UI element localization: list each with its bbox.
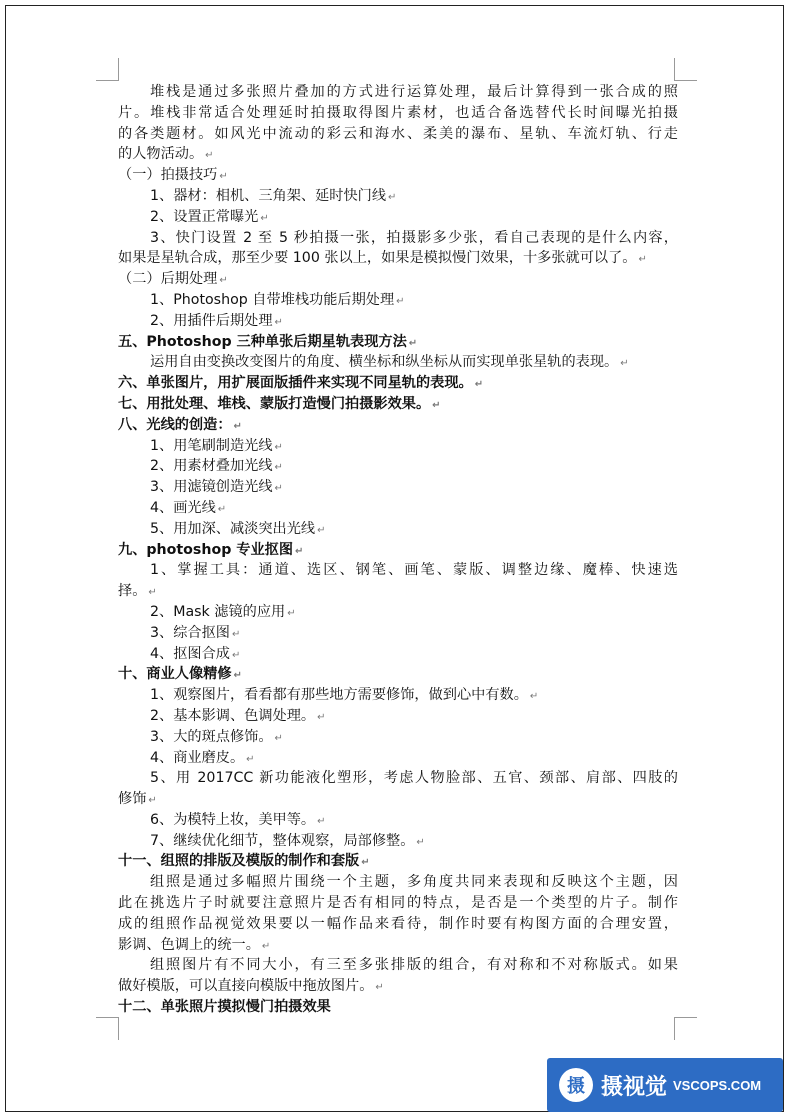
text-line: 的各类题材。如风光中流动的彩云和海水、柔美的瀑布、星轨、车流灯轨、行走 bbox=[118, 125, 678, 142]
text-line: 成的组照作品视觉效果要以一幅作品来看待，制作时要有构图方面的合理安置， bbox=[118, 915, 678, 932]
text-line: 2、用素材叠加光线 ↵ bbox=[118, 456, 678, 477]
margin-mark-top-left bbox=[96, 58, 119, 81]
text-line: 1、观察图片，看看都有那些地方需要修饰，做到心中有数。 ↵ bbox=[118, 685, 678, 706]
text-line: 4、画光线 ↵ bbox=[118, 498, 678, 519]
text-line: 此在挑选片子时就要注意照片是否有相同的特点，是否是一个类型的片子。制作 bbox=[118, 895, 678, 912]
section-heading: 八、光线的创造： ↵ bbox=[118, 415, 678, 436]
section-heading: 五、Photoshop 三种单张后期星轨表现方法 ↵ bbox=[118, 332, 678, 353]
margin-mark-bottom-left bbox=[96, 1017, 119, 1040]
text-line: 5、用 2017CC 新功能液化塑形，考虑人物脸部、五官、颈部、肩部、四肢的 bbox=[150, 770, 678, 787]
section-heading: 六、单张图片，用扩展面版插件来实现不同星轨的表现。 ↵ bbox=[118, 373, 678, 394]
text-line: 择。 ↵ bbox=[118, 581, 678, 602]
section-heading: 十二、单张照片摸拟慢门拍摄效果 bbox=[118, 999, 331, 1016]
text-line: 组照图片有不同大小，有三至多张排版的组合，有对称和不对称版式。如果 bbox=[150, 957, 678, 974]
section-heading: 七、用批处理、堆栈、蒙版打造慢门拍摄影效果。 ↵ bbox=[118, 394, 678, 415]
text-line: 做好模版，可以直接向模版中拖放图片。 ↵ bbox=[118, 976, 678, 997]
text-line: 的人物活动。 ↵ bbox=[118, 144, 678, 165]
margin-mark-top-right bbox=[674, 58, 697, 81]
text-line: 3、用滤镜创造光线 ↵ bbox=[118, 477, 678, 498]
text-line: （一）拍摄技巧 ↵ bbox=[118, 165, 678, 186]
text-line: 1、Photoshop 自带堆栈功能后期处理 ↵ bbox=[118, 290, 678, 311]
section-heading: 十一、组照的排版及模版的制作和套版 ↵ bbox=[118, 851, 678, 872]
text-line: 1、掌握工具：通道、选区、钢笔、画笔、蒙版、调整边缘、魔棒、快速选 bbox=[150, 562, 678, 579]
text-line: 如果是星轨合成，那至少要 100 张以上，如果是模拟慢门效果，十多张就可以了。 ↵ bbox=[118, 248, 678, 269]
watermark-logo-icon: 摄 bbox=[559, 1068, 593, 1102]
text-line: 3、综合抠图 ↵ bbox=[118, 623, 678, 644]
text-line: 组照是通过多幅照片围绕一个主题，多角度共同来表现和反映这个主题，因 bbox=[150, 874, 678, 891]
text-line: 2、用插件后期处理 ↵ bbox=[118, 311, 678, 332]
text-line: 3、快门设置 2 至 5 秒拍摄一张，拍摄影多少张，看自己表现的是什么内容， bbox=[150, 229, 678, 246]
text-line: 7、继续优化细节，整体观察，局部修整。 ↵ bbox=[118, 831, 678, 852]
text-line: 影调、色调上的统一。 ↵ bbox=[118, 935, 678, 956]
text-line: 运用自由变换改变图片的角度、横坐标和纵坐标从而实现单张星轨的表现。 ↵ bbox=[118, 352, 678, 373]
watermark-cn-text: 摄视觉 bbox=[601, 1074, 668, 1100]
text-line: 6、为模特上妆，美甲等。 ↵ bbox=[118, 810, 678, 831]
watermark bbox=[547, 1058, 783, 1112]
text-line: 2、基本影调、色调处理。 ↵ bbox=[118, 706, 678, 727]
watermark-en-text: VSCOPS.COM bbox=[673, 1077, 762, 1093]
section-heading: 九、photoshop 专业抠图 ↵ bbox=[118, 540, 678, 561]
document-body bbox=[118, 82, 678, 1018]
text-line: （二）后期处理 ↵ bbox=[118, 269, 678, 290]
text-line: 修饰 ↵ bbox=[118, 789, 678, 810]
text-line: 1、用笔刷制造光线 ↵ bbox=[118, 436, 678, 457]
section-heading: 十、商业人像精修 ↵ bbox=[118, 664, 678, 685]
text-line: 堆栈是通过多张照片叠加的方式进行运算处理，最后计算得到一张合成的照 bbox=[150, 84, 678, 100]
text-line: 4、商业磨皮。 ↵ bbox=[118, 748, 678, 769]
text-line: 3、大的斑点修饰。 ↵ bbox=[118, 727, 678, 748]
text-line: 2、设置正常曝光 ↵ bbox=[118, 207, 678, 228]
margin-mark-bottom-right bbox=[674, 1017, 697, 1040]
text-line: 1、器材：相机、三角架、延时快门线 ↵ bbox=[118, 186, 678, 207]
text-line: 5、用加深、减淡突出光线 ↵ bbox=[118, 519, 678, 540]
text-line: 片。堆栈非常适合处理延时拍摄取得图片素材，也适合备选替代长时间曝光拍摄 bbox=[118, 104, 678, 121]
text-line: 2、Mask 滤镜的应用 ↵ bbox=[118, 602, 678, 623]
text-line: 4、抠图合成 ↵ bbox=[118, 644, 678, 665]
